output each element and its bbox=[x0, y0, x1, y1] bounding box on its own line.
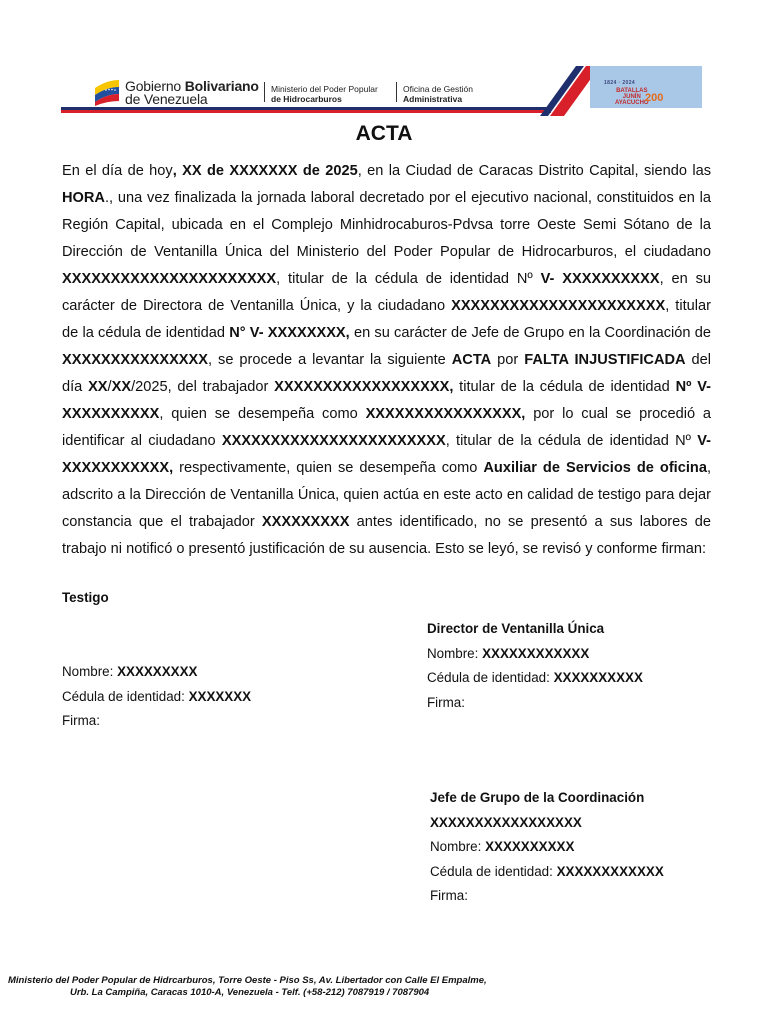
letterhead bbox=[0, 0, 768, 120]
oficina-line2: Administrativa bbox=[403, 94, 463, 104]
body-month: XX bbox=[111, 379, 132, 395]
jefe-firma-label: Firma: bbox=[430, 888, 468, 903]
testigo-cedula-value: XXXXXXX bbox=[188, 688, 252, 704]
gob-line2: de Venezuela bbox=[125, 91, 208, 107]
body-director-id: V- XXXXXXXXXX bbox=[540, 271, 660, 287]
body-worker-role: XXXXXXXXXXXXXXXX, bbox=[365, 406, 526, 422]
body-hora: HORA bbox=[62, 190, 105, 206]
gobierno-bolivariano-logo-text bbox=[125, 80, 259, 106]
jefe-heading: Jefe de Grupo de la Coordinación bbox=[430, 790, 645, 805]
director-firma-label: Firma: bbox=[427, 694, 465, 710]
header-bar-red bbox=[61, 110, 551, 113]
body-text: por bbox=[491, 352, 525, 368]
bic-ayacucho: AYACUCHO bbox=[615, 100, 649, 106]
footer-line-2: Urb. La Campiña, Caracas 1010-A, Venezuela - Telf. (+58-212) 7087919 / 7087904 bbox=[70, 987, 430, 998]
body-text: del día bbox=[62, 352, 711, 395]
document-title: ACTA bbox=[355, 122, 413, 145]
footer-line-1: Ministerio del Poder Popular de Hidrcarburos, Torre Oeste - Piso Ss, Av. Libertador con Calle El Empalme, bbox=[8, 975, 487, 986]
body-witness-role: Auxiliar de Servicios de oficina bbox=[483, 460, 707, 476]
body-text: , en su carácter de Directora de Ventanilla Única, y la ciudadano bbox=[62, 271, 712, 314]
body-witness-name: XXXXXXXXXXXXXXXXXXXXXXX bbox=[221, 433, 446, 449]
jefe-nombre-value: XXXXXXXXXX bbox=[485, 839, 575, 854]
director-nombre-label: Nombre: bbox=[427, 645, 483, 661]
bicentenario-number: 200 bbox=[645, 92, 664, 104]
bicentenario-years: 1824 · 2024 bbox=[604, 80, 636, 86]
jefe-nombre-label: Nombre: bbox=[430, 839, 486, 854]
testigo-nombre-value: XXXXXXXXX bbox=[117, 664, 198, 679]
body-text: , adscrito a la Dirección de Ventanilla Única, quien actúa en este acto en calidad de testigo para dejar constancia que el trabajador bbox=[62, 460, 712, 530]
testigo-cedula-label: Cédula de identidad: bbox=[62, 688, 189, 704]
body-text: / bbox=[107, 379, 112, 395]
body-jefe-name: XXXXXXXXXXXXXXXXXXXXXX bbox=[451, 298, 666, 314]
venezuela-flag-icon bbox=[93, 76, 121, 106]
body-falta: FALTA INJUSTIFICADA bbox=[524, 352, 686, 368]
body-worker-name: XXXXXXXXXXXXXXXXXX, bbox=[274, 379, 454, 395]
body-text: respectivamente, quien se desempeña como bbox=[173, 460, 484, 476]
body-date: , XX de XXXXXXX de 2025 bbox=[172, 163, 358, 179]
body-text: , titular de la cédula de identidad bbox=[62, 298, 711, 341]
testigo-nombre-label: Nombre: bbox=[62, 664, 118, 679]
body-acta: ACTA bbox=[451, 352, 492, 368]
body-text: , se procede a levantar la siguiente bbox=[208, 352, 452, 368]
oficina-label bbox=[403, 84, 473, 104]
ministerio-label bbox=[271, 84, 378, 104]
header-divider bbox=[396, 82, 397, 102]
body-text: , titular de la cédula de identidad Nº bbox=[445, 433, 698, 449]
body-jefe-id: N° V- XXXXXXXX, bbox=[229, 325, 350, 341]
bicentenario-battles bbox=[615, 88, 649, 106]
body-text: titular de la cédula de identidad bbox=[453, 379, 676, 395]
body-text: , titular de la cédula de identidad Nº bbox=[276, 271, 541, 287]
body-text: en su carácter de Jefe de Grupo en la Coordinación de bbox=[349, 325, 711, 341]
bic-junin: JUNÍN bbox=[622, 94, 641, 100]
body-text: ., una vez finalizada la jornada laboral decretado por el ejecutivo nacional, constituidos en la Región Capital, ubicada en el Complejo Minhidrocaburos-Pdvsa torre Oeste Semi Sótano de la Dirección de Ventanilla Única del Ministerio del Poder Popular de Hidrocarburos, el ciudadano bbox=[62, 190, 711, 260]
director-nombre-value: XXXXXXXXXXXX bbox=[482, 645, 590, 661]
body-witness-id: V- XXXXXXXXXXX, bbox=[62, 433, 711, 476]
body-text: antes identificado, no se presentó a sus labores de trabajo ni notificó o presentó justificación de su ausencia. Esto se leyó, se revisó y conforme firman: bbox=[62, 514, 711, 557]
body-director-name: XXXXXXXXXXXXXXXXXXXXXX bbox=[62, 271, 277, 287]
body-text: , quien se desempeña como bbox=[159, 406, 366, 422]
testigo-fields bbox=[62, 660, 251, 734]
testigo-block bbox=[62, 586, 109, 611]
body-text: /2025, del trabajador bbox=[131, 379, 275, 395]
director-cedula-value: XXXXXXXXXX bbox=[553, 670, 643, 685]
testigo-firma-label: Firma: bbox=[62, 713, 100, 728]
ministerio-line1: Ministerio del Poder Popular bbox=[271, 84, 378, 94]
body-text: , en la Ciudad de Caracas Distrito Capital, siendo las bbox=[357, 163, 711, 179]
director-cedula-label: Cédula de identidad: bbox=[427, 670, 554, 685]
body-text: En el día de hoy bbox=[62, 163, 173, 179]
director-heading: Director de Ventanilla Única bbox=[427, 621, 605, 636]
gob-line1-b: Bolivariano bbox=[184, 78, 259, 94]
director-block bbox=[427, 617, 643, 715]
body-worker-id: Nº V- XXXXXXXXXX bbox=[62, 379, 711, 422]
testigo-heading: Testigo bbox=[62, 590, 109, 605]
ministerio-line2: de Hidrocarburos bbox=[271, 94, 342, 104]
bic-batallas: BATALLAS bbox=[616, 88, 648, 94]
acta-body-paragraph bbox=[62, 158, 711, 563]
jefe-cedula-label: Cédula de identidad: bbox=[430, 863, 557, 879]
header-divider bbox=[264, 82, 265, 102]
jefe-cedula-value: XXXXXXXXXXXX bbox=[556, 863, 664, 879]
body-coordinacion: XXXXXXXXXXXXXXX bbox=[62, 352, 209, 368]
footer-address bbox=[0, 975, 520, 999]
gob-line1-a: Gobierno bbox=[125, 78, 181, 94]
jefe-subheading: XXXXXXXXXXXXXXXXX bbox=[430, 814, 582, 830]
body-worker-name-2: XXXXXXXXX bbox=[261, 514, 350, 530]
oficina-line1: Oficina de Gestión bbox=[403, 84, 473, 94]
body-day: XX bbox=[88, 379, 108, 395]
jefe-block bbox=[430, 786, 664, 909]
body-text: por lo cual se procedió a identificar al ciudadano bbox=[62, 406, 712, 449]
